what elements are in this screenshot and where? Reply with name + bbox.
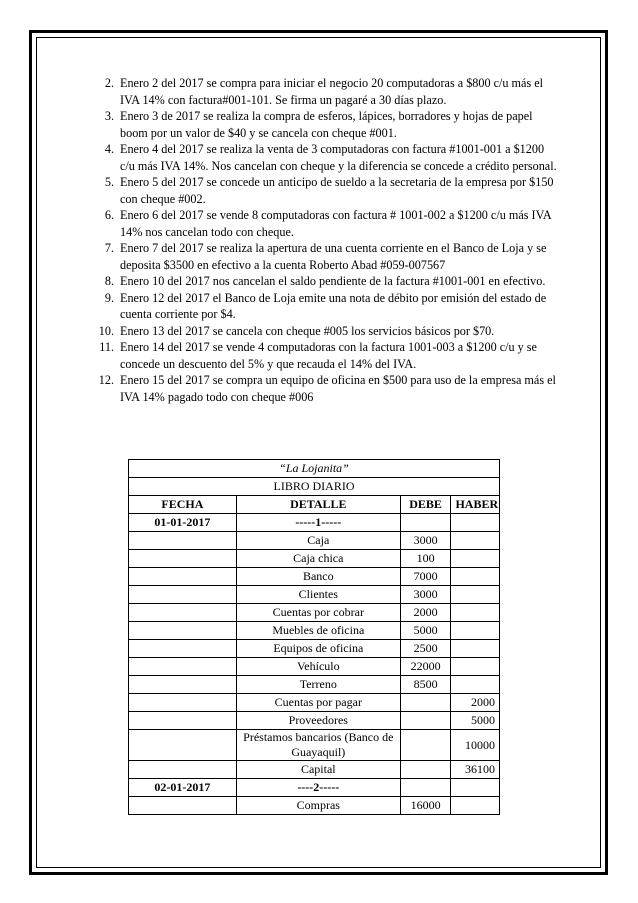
cell-haber: 10000 (451, 730, 500, 761)
item-text: Enero 15 del 2017 se compra un equipo de oficina en $500 para uso de la empresa más el IVA 14% pagado todo con cheque #006 (120, 373, 556, 404)
transaction-list (88, 75, 558, 405)
header-detalle: DETALLE (236, 496, 400, 514)
table-row (129, 550, 500, 568)
item-text: Enero 3 de 2017 se realiza la compra de esferos, lápices, borradores y hojas de papel boom por un valor de $40 y se cancela con cheque #001. (120, 109, 533, 140)
item-text: Enero 6 del 2017 se vende 8 computadoras con factura # 1001-002 a $1200 c/u más IVA 14% nos cancelan todo con cheque. (120, 208, 551, 239)
cell-haber (451, 640, 500, 658)
item-number: 8. (104, 274, 114, 288)
cell-detalle: Equipos de oficina (236, 640, 400, 658)
transaction-item (88, 339, 558, 372)
cell-haber (451, 532, 500, 550)
table-row (129, 676, 500, 694)
cell-detalle: Clientes (236, 586, 400, 604)
item-text: Enero 2 del 2017 se compra para iniciar el negocio 20 computadoras a $800 c/u más el IVA 14% con factura#001-101. Se firma un pagaré a 30 días plazo. (120, 76, 544, 107)
ledger-title-row (129, 478, 500, 496)
cell-haber (451, 779, 500, 797)
cell-debe: 2000 (400, 604, 451, 622)
transaction-item (88, 141, 558, 174)
cell-haber: 36100 (451, 761, 500, 779)
cell-debe: 100 (400, 550, 451, 568)
cell-debe: 5000 (400, 622, 451, 640)
table-row (129, 658, 500, 676)
item-text: Enero 14 del 2017 se vende 4 computadoras con la factura 1001-003 a $1200 c/u y se concede un descuento del 5% y que recauda el 14% del IVA. (120, 340, 537, 371)
cell-detalle: Banco (236, 568, 400, 586)
item-number: 5. (104, 175, 114, 189)
table-row (129, 797, 500, 815)
transaction-item (88, 273, 558, 290)
transaction-item (88, 75, 558, 108)
ledger-company-row (129, 460, 500, 478)
cell-fecha (129, 550, 237, 568)
cell-fecha (129, 586, 237, 604)
transaction-item (88, 290, 558, 323)
table-row (129, 604, 500, 622)
item-text: Enero 7 del 2017 se realiza la apertura de una cuenta corriente en el Banco de Loja y se deposita $3500 en efectivo a la cuenta Roberto Abad #059-007567 (120, 241, 547, 272)
transaction-item (88, 323, 558, 340)
table-row (129, 640, 500, 658)
cell-detalle: -----1----- (236, 514, 400, 532)
cell-fecha (129, 694, 237, 712)
cell-fecha (129, 797, 237, 815)
cell-fecha (129, 532, 237, 550)
table-row (129, 622, 500, 640)
cell-haber: 2000 (451, 694, 500, 712)
cell-fecha (129, 604, 237, 622)
cell-debe: 3000 (400, 586, 451, 604)
table-row (129, 779, 500, 797)
cell-debe (400, 694, 451, 712)
cell-haber (451, 514, 500, 532)
cell-debe (400, 761, 451, 779)
ledger-title: LIBRO DIARIO (129, 478, 500, 496)
item-number: 9. (104, 290, 114, 305)
item-text: Enero 4 del 2017 se realiza la venta de 3 computadoras con factura #1001-001 a $1200 c/u más IVA 14%. Nos cancelan con cheque y la diferencia se concede a crédito personal. (120, 142, 557, 173)
item-number: 3. (104, 109, 114, 123)
cell-fecha (129, 568, 237, 586)
cell-debe (400, 712, 451, 730)
cell-fecha (129, 622, 237, 640)
table-row (129, 712, 500, 730)
cell-haber (451, 658, 500, 676)
item-text: Enero 10 del 2017 nos cancelan el saldo pendiente de la factura #1001-001 en efectivo. (120, 274, 546, 288)
cell-detalle: Terreno (236, 676, 400, 694)
table-row (129, 514, 500, 532)
cell-haber (451, 568, 500, 586)
cell-debe (400, 514, 451, 532)
item-text: Enero 5 del 2017 se concede un anticipo de sueldo a la secretaria de la empresa por $150 con cheque #002. (120, 175, 554, 206)
cell-haber (451, 550, 500, 568)
table-row (129, 730, 500, 761)
header-fecha: FECHA (129, 496, 237, 514)
ledger-header-row (129, 496, 500, 514)
transaction-item (88, 240, 558, 273)
header-debe: DEBE (400, 496, 451, 514)
cell-detalle: Capital (236, 761, 400, 779)
item-number: 11. (99, 340, 114, 354)
cell-fecha (129, 730, 237, 761)
cell-haber (451, 797, 500, 815)
cell-haber: 5000 (451, 712, 500, 730)
cell-detalle: Muebles de oficina (236, 622, 400, 640)
cell-detalle: ----2----- (236, 779, 400, 797)
cell-detalle: Vehículo (236, 658, 400, 676)
transaction-item (88, 108, 558, 141)
cell-fecha (129, 640, 237, 658)
cell-haber (451, 604, 500, 622)
cell-detalle: Cuentas por pagar (236, 694, 400, 712)
cell-fecha (129, 712, 237, 730)
cell-detalle: Caja (236, 532, 400, 550)
cell-haber (451, 586, 500, 604)
cell-debe: 16000 (400, 797, 451, 815)
ledger-body (129, 514, 500, 815)
cell-debe: 8500 (400, 676, 451, 694)
cell-detalle: Proveedores (236, 712, 400, 730)
transaction-item (88, 207, 558, 240)
cell-fecha: 01-01-2017 (129, 514, 237, 532)
cell-haber (451, 622, 500, 640)
cell-fecha (129, 658, 237, 676)
cell-haber (451, 676, 500, 694)
cell-fecha: 02-01-2017 (129, 779, 237, 797)
cell-detalle: Cuentas por cobrar (236, 604, 400, 622)
item-number: 2. (104, 76, 114, 90)
item-number: 10. (98, 323, 114, 338)
table-row (129, 694, 500, 712)
item-number: 7. (104, 241, 114, 255)
header-haber: HABER (451, 496, 500, 514)
table-row (129, 568, 500, 586)
libro-diario-table (128, 459, 500, 815)
company-name: “La Lojanita” (129, 460, 500, 478)
cell-debe: 7000 (400, 568, 451, 586)
table-row (129, 761, 500, 779)
cell-fecha (129, 761, 237, 779)
table-row (129, 586, 500, 604)
item-text: Enero 12 del 2017 el Banco de Loja emite una nota de débito por emisión del estado de cuenta corriente por $4. (120, 290, 547, 321)
cell-debe: 3000 (400, 532, 451, 550)
item-number: 12. (98, 373, 114, 387)
cell-detalle: Caja chica (236, 550, 400, 568)
table-row (129, 532, 500, 550)
item-number: 6. (104, 208, 114, 222)
item-number: 4. (104, 142, 114, 156)
cell-debe (400, 730, 451, 761)
cell-debe: 22000 (400, 658, 451, 676)
transaction-item (88, 174, 558, 207)
cell-fecha (129, 676, 237, 694)
item-text: Enero 13 del 2017 se cancela con cheque #005 los servicios básicos por $70. (120, 323, 495, 338)
cell-debe (400, 779, 451, 797)
cell-debe: 2500 (400, 640, 451, 658)
transaction-item (88, 372, 558, 405)
cell-detalle: Préstamos bancarios (Banco de Guayaquil) (236, 730, 400, 761)
cell-detalle: Compras (236, 797, 400, 815)
